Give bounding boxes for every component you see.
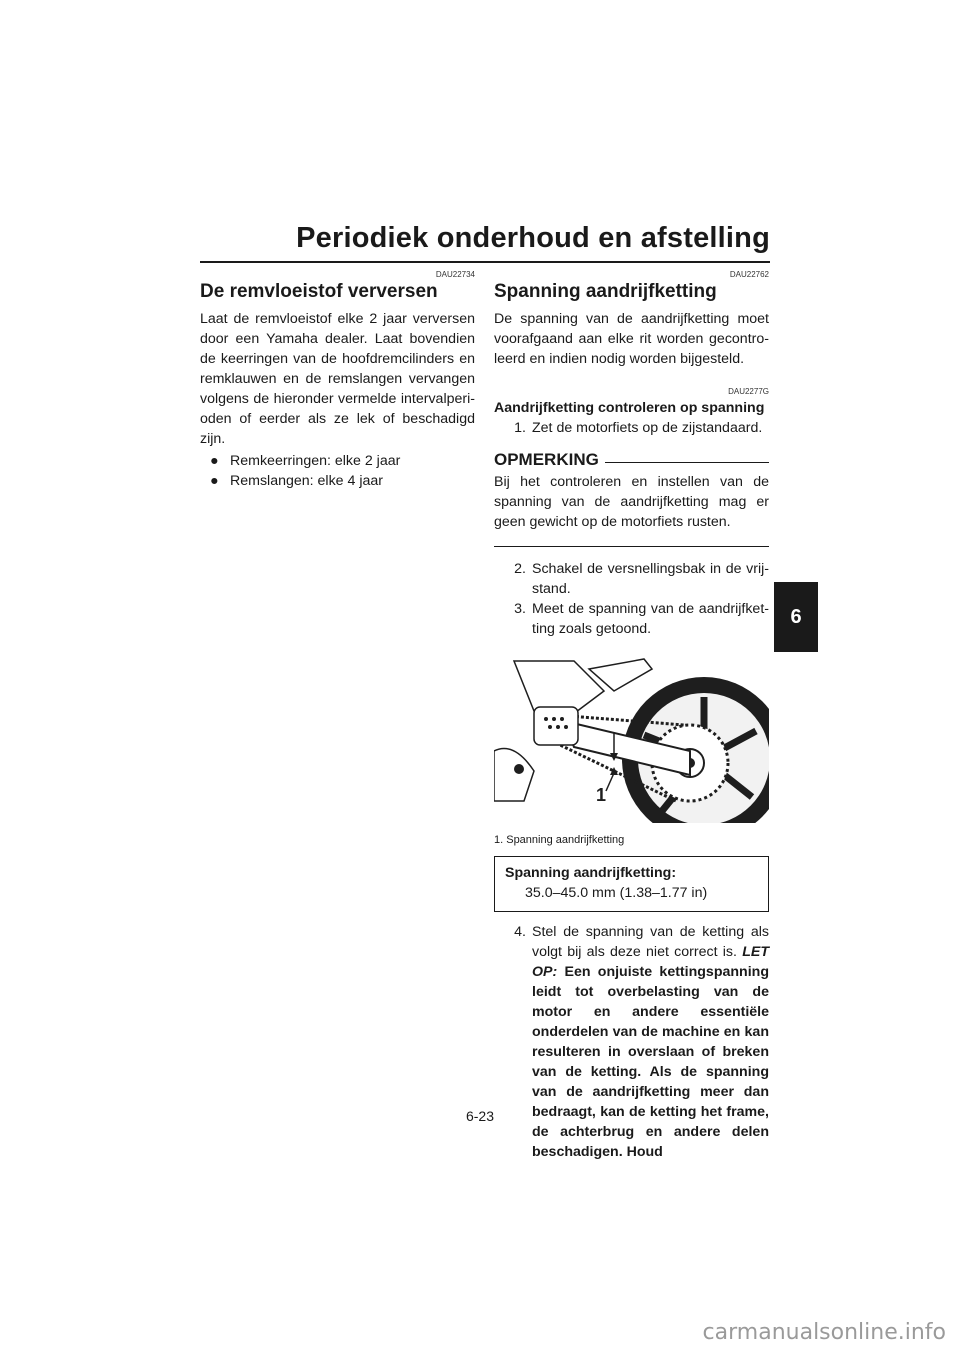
step-number: 4. — [514, 923, 526, 940]
bullet-icon: ● — [210, 472, 219, 489]
bullet-icon: ● — [210, 452, 219, 469]
chain-intro-paragraph: De spanning van de aandrijfketting moet voorafgaand aan elke rit worden gecontroleerd en indien nodig worden bijgesteld. — [494, 310, 769, 367]
list-item — [210, 451, 475, 471]
list-item-text: Remkeerringen: elke 2 jaar — [230, 452, 401, 469]
figure-callout: 1 — [596, 784, 607, 805]
steps-list — [494, 418, 769, 438]
step-text-plain: Stel de spanning van de ketting als volgt bij als deze niet correct is. — [532, 923, 769, 960]
step-number: 2. — [514, 560, 526, 577]
step-item — [494, 599, 769, 639]
list-item-text: Remslangen: elke 4 jaar — [230, 472, 383, 489]
brake-fluid-list — [200, 451, 475, 491]
step-number: 1. — [514, 419, 526, 436]
left-column — [200, 270, 475, 491]
divider — [605, 462, 769, 463]
spec-box — [494, 856, 769, 912]
step-number: 3. — [514, 600, 526, 617]
drive-chain-illustration — [494, 651, 769, 823]
step-text — [532, 922, 769, 1162]
section-heading-brake-fluid: De remvloeistof verversen — [200, 281, 438, 302]
brake-fluid-paragraph: Laat de remvloeistof elke 2 jaar verversen door een Yamaha dealer. Laat bovendien de keerringen van de hoofdremcilinders en remklauwen en de remslangen vervangen volgens de hieronder vermelde intervalperioden of eerder als ze lek of beschadigd zijn. — [200, 310, 475, 447]
page-title: Periodiek onderhoud en afstelling — [200, 222, 770, 263]
note-text: Bij het controleren en instellen van de spanning van de aandrijfketting mag er geen gewicht op de motorfiets rusten. — [494, 473, 769, 530]
caution-text: Een onjuiste kettingspanning leidt tot overbelasting van de motor en andere essentiële onderdelen van de machine en kan resulteren in overslaan of breken van de ketting. Als de spanning van de aandrijfketting meer dan bedraagt, kan de ketting het frame, de achterbrug en andere delen beschadigen. Houd — [532, 963, 769, 1160]
chapter-tab: 6 — [774, 582, 818, 652]
watermark: carmanualsonline.info — [702, 1320, 946, 1345]
step-item — [494, 418, 769, 438]
caution-label: LET OP: — [532, 943, 769, 980]
spec-label: Spanning aandrijfketting: — [505, 864, 677, 881]
right-column — [494, 270, 769, 1162]
note-title: OPMERKING — [494, 449, 599, 469]
step-item — [494, 922, 769, 1162]
steps-list — [494, 559, 769, 639]
step-text: Meet de spanning van de aandrijfketting zoals getoond. — [532, 600, 769, 637]
step-text: Zet de motorfiets op de zijstandaard. — [532, 419, 763, 436]
figure-caption: 1. Spanning aandrijfketting — [494, 833, 625, 846]
list-item — [210, 471, 475, 491]
section-code: DAU22734 — [435, 270, 475, 279]
section-heading-chain-slack: Spanning aandrijfketting — [494, 281, 717, 302]
step-item — [494, 559, 769, 599]
section-code: DAU2277G — [728, 386, 769, 396]
section-code: DAU22762 — [729, 270, 769, 279]
steps-list — [494, 922, 769, 1162]
divider — [494, 546, 769, 547]
page-number: 6-23 — [465, 1108, 495, 1124]
note-header — [494, 450, 769, 470]
subheading-check-chain: Aandrijfketting controleren op spanning — [494, 399, 765, 416]
spec-value: 35.0–45.0 mm (1.38–1.77 in) — [525, 884, 708, 901]
step-text: Schakel de versnellingsbak in de vrijstand. — [532, 560, 769, 597]
